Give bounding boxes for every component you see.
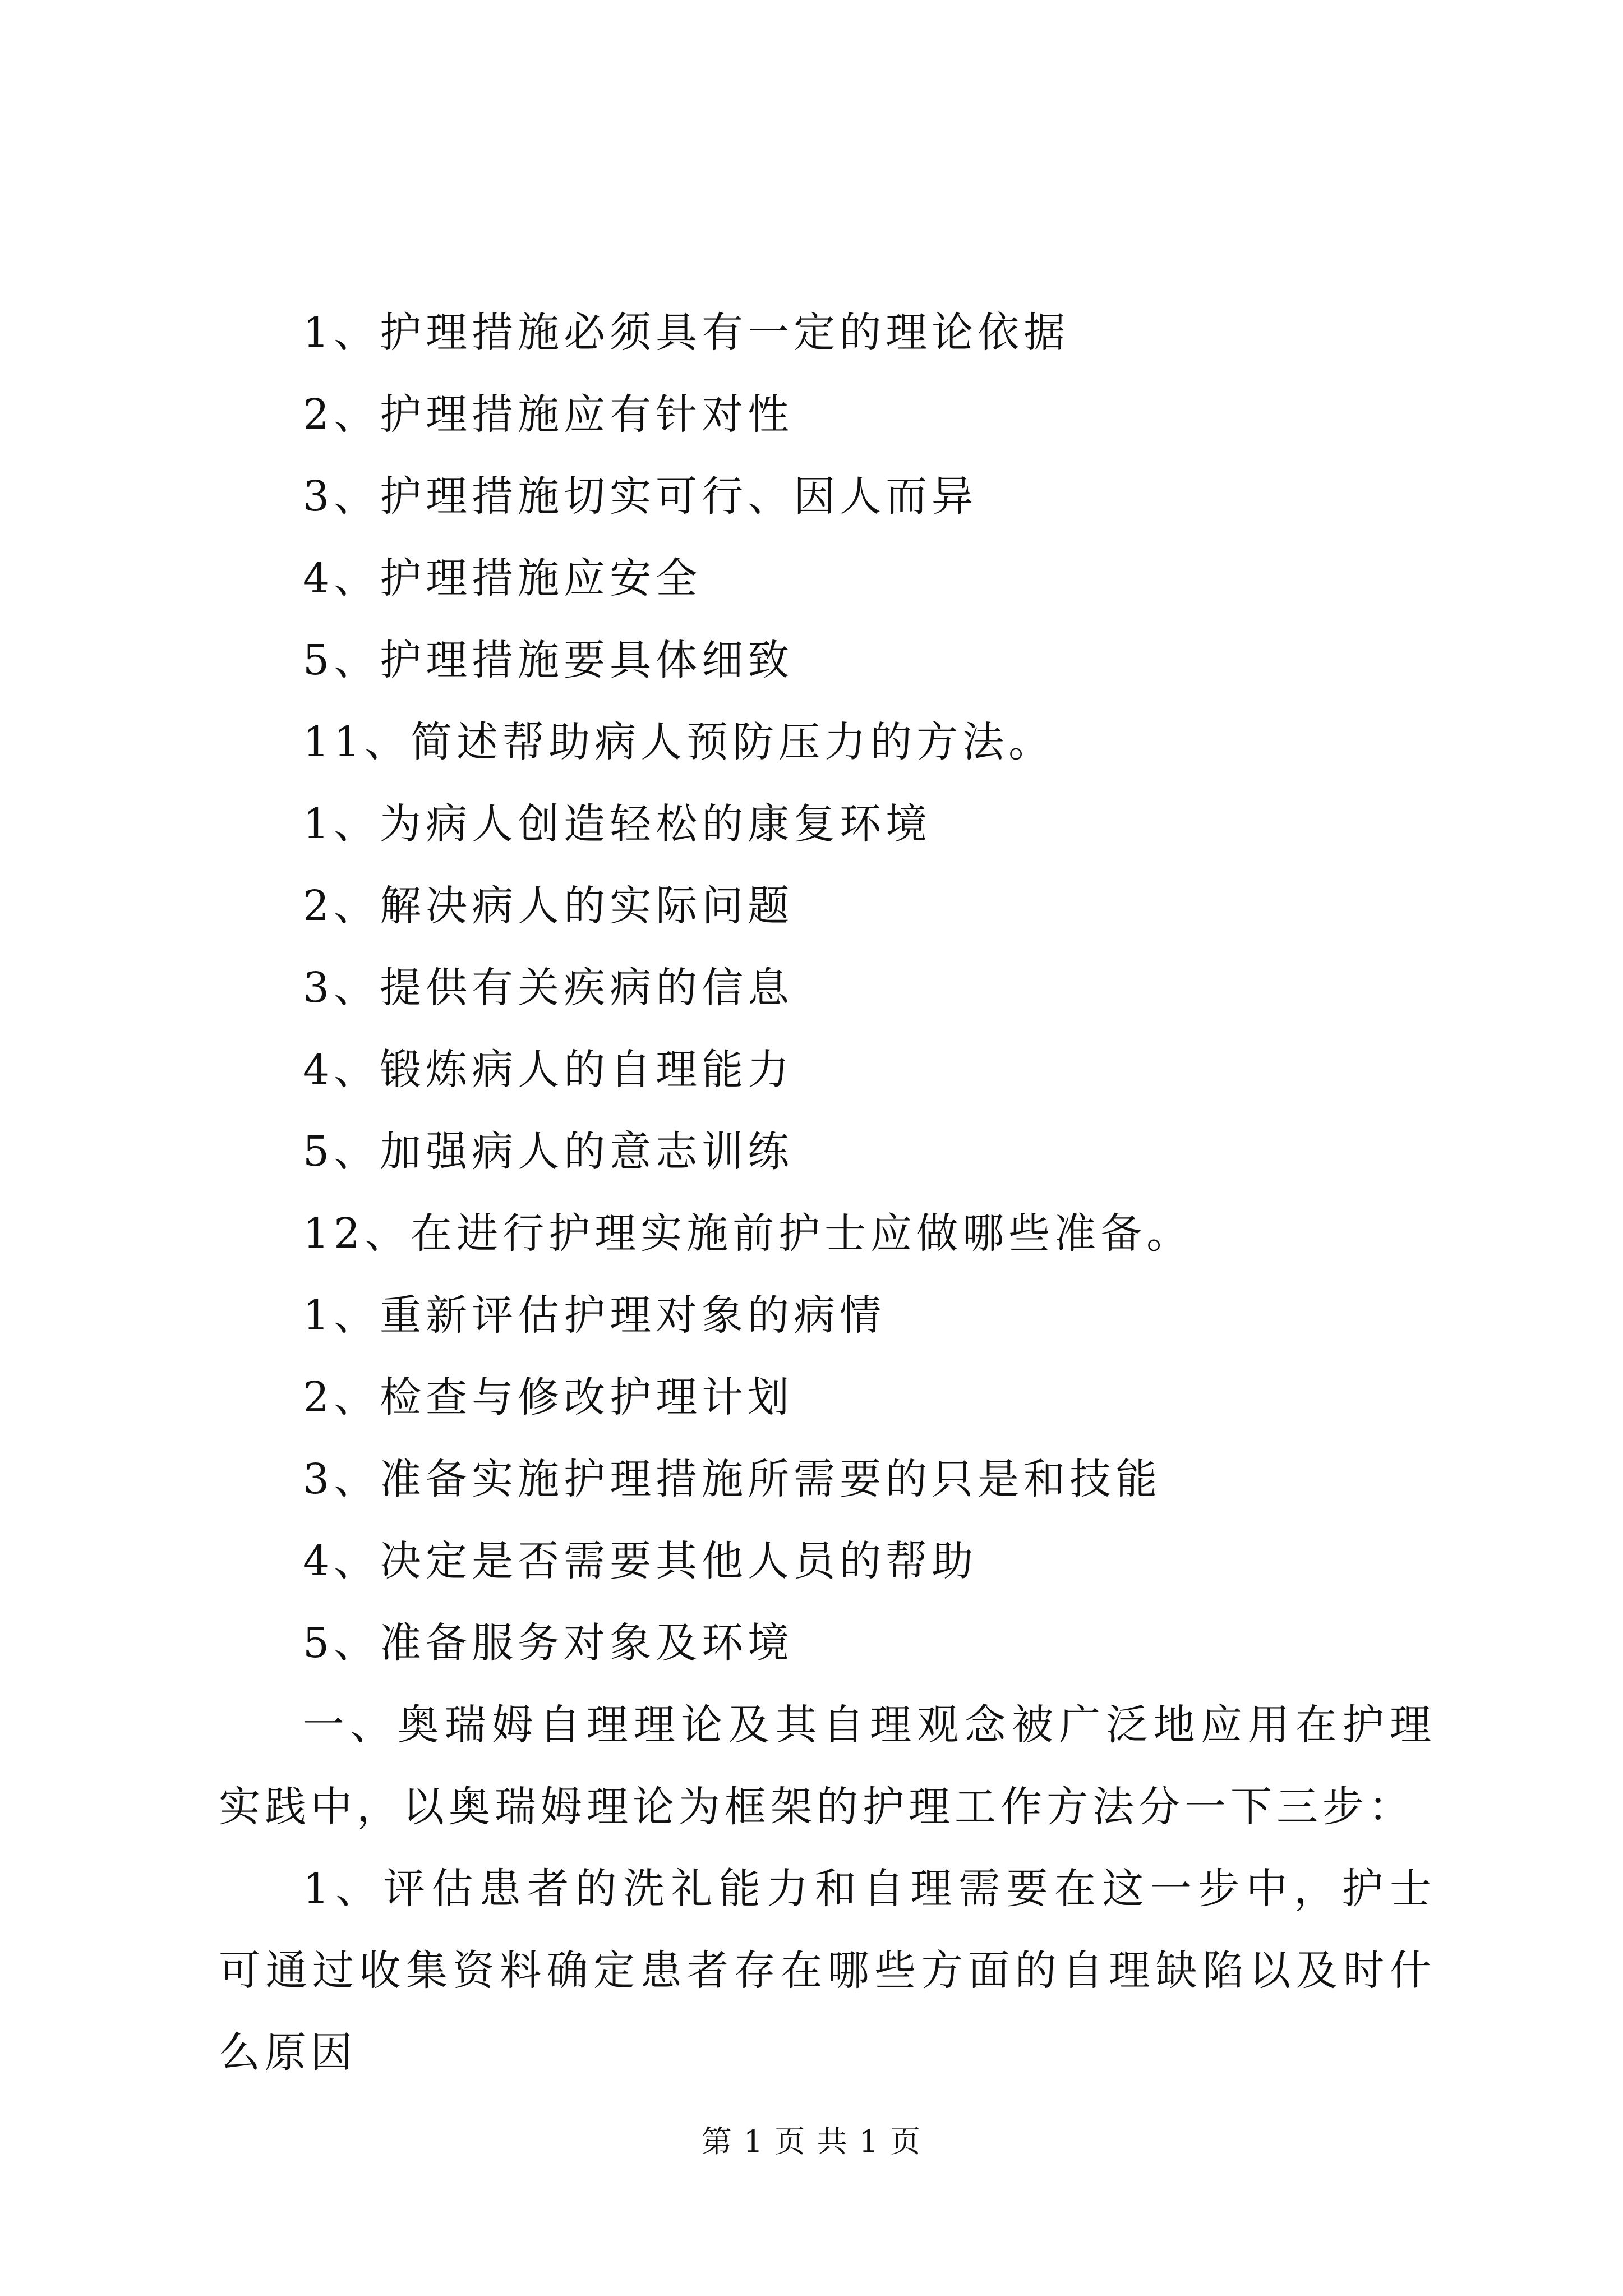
list-item: 5、护理措施要具体细致: [303, 636, 794, 684]
list-item: 3、护理措施切实可行、因人而异: [303, 472, 978, 521]
list-item: 2、护理措施应有针对性: [303, 390, 794, 439]
list-item: 4、决定是否需要其他人员的帮助: [303, 1537, 978, 1585]
list-item: 1、重新评估护理对象的病情: [303, 1291, 886, 1340]
list-item: 2、解决病人的实际问题: [303, 882, 794, 930]
list-item: 5、加强病人的意志训练: [303, 1128, 794, 1176]
list-item: 3、提供有关疾病的信息: [303, 964, 794, 1012]
list-item: 4、护理措施应安全: [303, 554, 702, 602]
page-footer: 第 1 页 共 1 页: [701, 2124, 922, 2159]
list-item: 3、准备实施护理措施所需要的只是和技能: [303, 1455, 1162, 1503]
list-item: 1、护理措施必须具有一定的理论依据: [303, 309, 1070, 357]
list-item: 5、准备服务对象及环境: [303, 1619, 794, 1667]
paragraph: 1、评估患者的洗礼能力和自理需要在这一步中，护士可通过收集资料确定患者存在哪些方面的自理缺陷以及时什么原因: [219, 1865, 1436, 2077]
paragraph: 一、奥瑞姆自理理论及其自理观念被广泛地应用在护理实践中，以奥瑞姆理论为框架的护理工作方法分一下三步：: [219, 1701, 1436, 1831]
question-heading: 12、在进行护理实施前护士应做哪些准备。: [303, 1209, 1193, 1258]
list-item: 2、检查与修改护理计划: [303, 1373, 794, 1421]
list-item: 1、为病人创造轻松的康复环境: [303, 800, 932, 848]
document-body: [219, 292, 1436, 2093]
list-item: 4、锻炼病人的自理能力: [303, 1046, 794, 1094]
question-heading: 11、简述帮助病人预防压力的方法。: [303, 718, 1055, 766]
